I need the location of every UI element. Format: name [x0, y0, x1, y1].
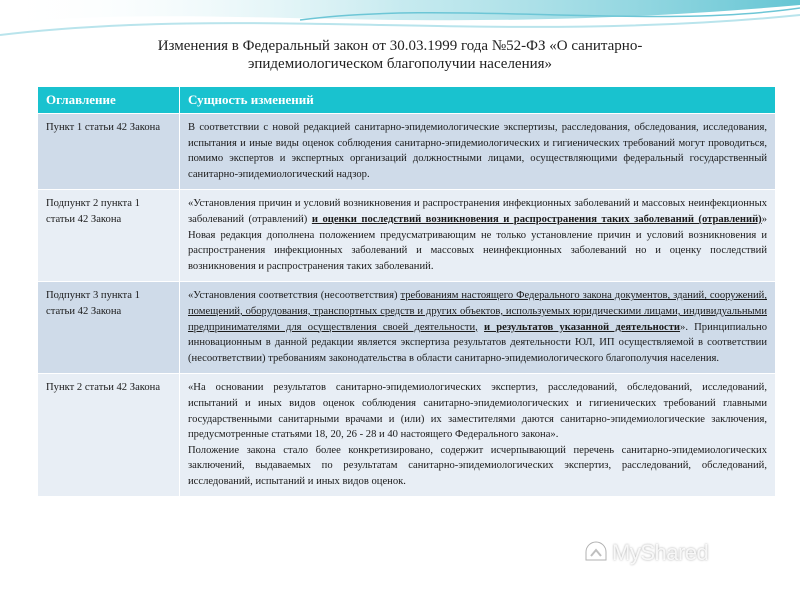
text-fragment: Положение закона стало более конкретизировано, содержит исчерпывающий перечень санитарно-эпидемиологических заключений, выдаваемых по результатам санитарно-эпидемиологических экспертиз, расследований, обследований, исследований, испытаний и иных видов оценок. [188, 444, 767, 487]
row-reference: Пункт 1 статьи 42 Закона [38, 114, 180, 190]
page-title [60, 37, 740, 73]
changes-table [37, 86, 776, 497]
table-header-row [38, 87, 776, 114]
row-description [180, 282, 776, 374]
row-reference: Подпункт 3 пункта 1 статьи 42 Закона [38, 282, 180, 374]
text-fragment: и результатов указанной деятельности [484, 321, 681, 333]
row-description [180, 114, 776, 190]
header-essence: Сущность изменений [180, 87, 776, 114]
table-row [38, 374, 776, 497]
table-row [38, 282, 776, 374]
text-fragment: «На основании результатов санитарно-эпидемиологических экспертиз, расследований, обследований, исследований, испытаний и иных видов оценок соблюдения санитарно-эпидемиологических и гигиенических требований главными государственными санитарными врачами и (или) их заместителями даются санитарно-эпидемиологические заключения, предусмотренные статьями 18, 20, 26 - 28 и 40 настоящего Федерального закона». [188, 382, 767, 441]
title-line-1: Изменения в Федеральный закон от 30.03.1999 года №52-ФЗ «О санитарно- [157, 38, 643, 54]
text-fragment: и оценки последствий возникновения и распространения таких заболеваний (отравлений) [311, 213, 762, 225]
table-body [38, 114, 776, 497]
row-description [180, 190, 776, 282]
title-line-2: эпидемиологическом благополучии населения» [247, 56, 553, 72]
header-contents: Оглавление [38, 87, 180, 114]
row-description [180, 374, 776, 497]
row-reference: Подпункт 2 пункта 1 статьи 42 Закона [38, 190, 180, 282]
text-fragment: ». Принципиально инновационным в данной редакции является экспертиза результатов деятельности ЮЛ, ИП осуществляемой в соответствии (несоответствии) требованиям законодательства в области санитарно-эпидемиологического благополучия населения. [188, 321, 767, 364]
watermark-logo-icon [583, 540, 609, 564]
text-fragment: «Установления соответствия (несоответствия) [188, 290, 401, 302]
text-fragment: требованиям настоящего Федерального закона документов, зданий, сооружений, помещений, оборудования, транспортных средств и других объектов, используемых юридическими лицами, индивидуальными предпринимателями для осуществления своей деятельности, [188, 290, 767, 333]
table-row [38, 190, 776, 282]
text-fragment: В соответствии с новой редакцией санитарно-эпидемиологические экспертизы, расследования, обследования, исследования, испытания и иные виды оценок соблюдения санитарно-эпидемиологических и гигиенических требований могут проводиться, помимо экспертов и экспертных организаций должностными лицами, осуществляющими федеральный государственный санитарно-эпидемиологический надзор. [188, 122, 767, 180]
row-reference: Пункт 2 статьи 42 Закона [38, 374, 180, 497]
text-fragment: » Новая редакция дополнена положением предусматривающим не только установление причин и условий возникновения и распространения инфекционных заболеваний и массовых неинфекционных заболеваний но и оценку последствий возникновения и распространения таких заболеваний. [188, 213, 768, 272]
text-fragment: «Установления причин и условий возникновения и распространения инфекционных заболеваний и массовых неинфекционных заболеваний (отравлений) [188, 198, 767, 225]
watermark-text: MyShared [612, 540, 709, 565]
table-row [38, 114, 776, 190]
